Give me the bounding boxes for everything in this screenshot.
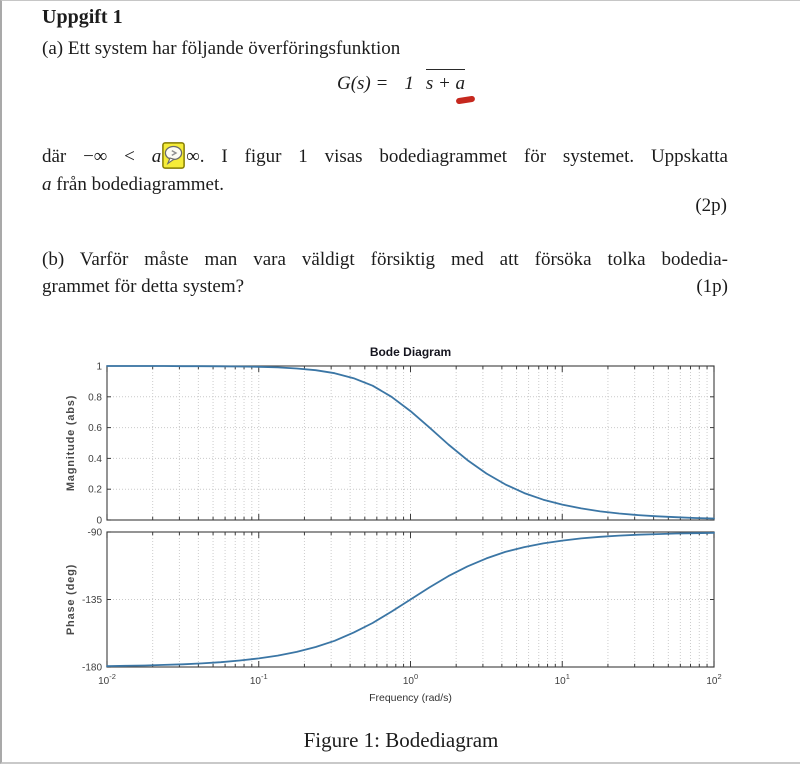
part-a-intro: (a) Ett system har följande överföringsfunktion — [42, 38, 401, 59]
y-tick-label: 0.6 — [88, 423, 102, 435]
formula-denominator: s + a — [426, 69, 465, 94]
y-tick-label: 0 — [96, 515, 102, 527]
y-tick-label: 0.8 — [88, 392, 102, 404]
transfer-function-formula — [2, 73, 800, 95]
axes-box — [107, 366, 714, 520]
bode-subplot-phase — [65, 528, 714, 674]
x-tick-label: $10^2$ — [706, 672, 722, 687]
formula-numerator: 1 — [404, 73, 414, 94]
bode-subplot-magnitude — [65, 362, 714, 527]
x-axis-label: Frequency (rad/s) — [369, 692, 452, 704]
part-b-line2: grammet för detta system? (1p) — [42, 273, 728, 300]
part-b-line1: (b) Varför måste man vara väldigt försiktig med att försöka tolka bodedia- — [42, 249, 728, 270]
part-a-body-line2: a från bodediagrammet. — [42, 173, 225, 195]
x-tick-label: $10^0$ — [402, 672, 419, 687]
y-axis-label-phase: Phase (deg) — [65, 563, 77, 636]
comment-annotation-marker[interactable] — [162, 142, 185, 169]
figure-caption: Figure 1: Bodediagram — [303, 728, 499, 752]
y-tick-label: -135 — [81, 595, 102, 606]
red-underline-annotation — [455, 96, 475, 105]
part-b-points: (1p) — [696, 276, 728, 297]
part-a-body-line1: där −∞ < a ∞. I figur 1 visas bodediagrammet för systemet. Uppskatta — [42, 142, 728, 171]
formula-variable-a: a — [456, 73, 466, 95]
formula-fraction — [396, 73, 465, 95]
part-a-body — [42, 142, 728, 198]
formula-lhs: G(s) = — [336, 73, 389, 94]
y-axis-label-magnitude: Magnitude (abs) — [65, 394, 77, 492]
x-tick-label: $10^{-2}$ — [98, 672, 116, 687]
y-tick-label: 0.4 — [88, 453, 102, 465]
y-tick-label: -90 — [87, 527, 102, 539]
part-b-body — [42, 246, 728, 300]
x-tick-label: $10^{-1}$ — [249, 672, 268, 687]
chart-title: Bode Diagram — [369, 345, 452, 359]
y-tick-label: 1 — [96, 361, 102, 373]
part-a-points: (2p) — [695, 195, 727, 216]
y-tick-label: 0.2 — [88, 484, 102, 496]
page-title: Uppgift 1 — [42, 6, 123, 28]
x-tick-label: $10^1$ — [554, 672, 570, 687]
bode-diagram-figure — [57, 341, 727, 715]
y-tick-label: -180 — [81, 662, 102, 674]
speech-bubble-icon — [162, 142, 185, 169]
